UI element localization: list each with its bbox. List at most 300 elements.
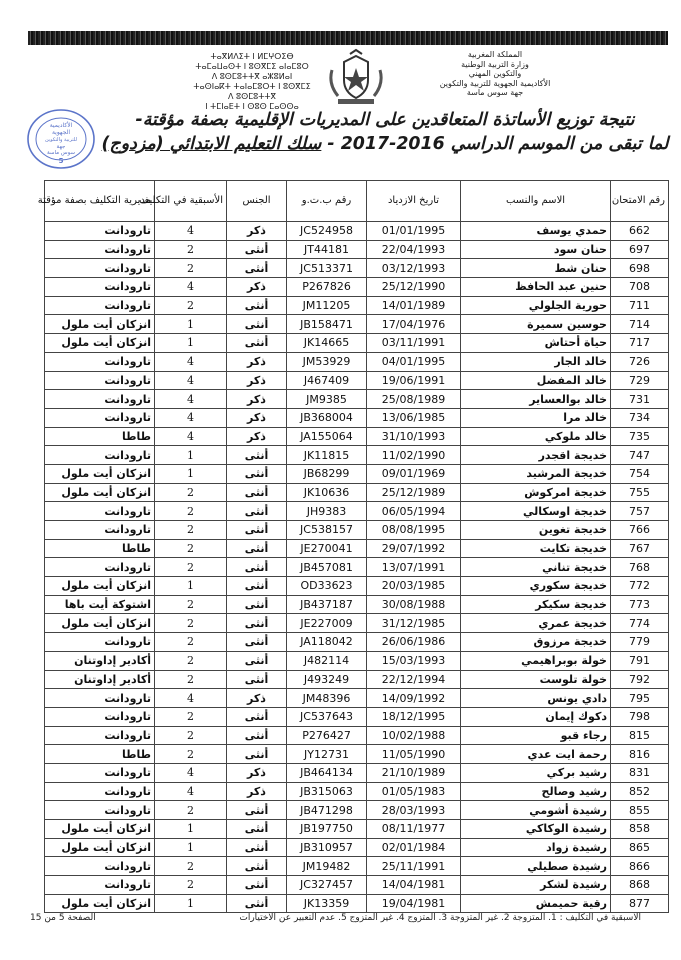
cell-cin: JC327457	[287, 876, 367, 895]
cell-birth-date: 01/05/1983	[367, 782, 461, 801]
cell-priority: 4	[155, 352, 227, 371]
table-row	[45, 876, 669, 895]
cell-name: خديجة عمري	[461, 614, 611, 633]
cell-sex: أنثى	[227, 334, 287, 353]
cell-exam-number: 855	[611, 801, 669, 820]
cell-exam-number: 755	[611, 483, 669, 502]
cell-sex: أنثى	[227, 315, 287, 334]
cell-directorate: انزكان أيت ملول	[45, 334, 155, 353]
cell-sex: أنثى	[227, 558, 287, 577]
cell-directorate: تارودانت	[45, 502, 155, 521]
cell-directorate: تارودانت	[45, 633, 155, 652]
cell-sex: أنثى	[227, 726, 287, 745]
col-header-priority: الأسبقية في التكليف	[155, 181, 227, 222]
cell-priority: 2	[155, 801, 227, 820]
cell-sex: أنثى	[227, 801, 287, 820]
cell-directorate: انزكان أيت ملول	[45, 614, 155, 633]
cell-birth-date: 21/10/1989	[367, 763, 461, 782]
cell-directorate: انزكان أيت ملول	[45, 315, 155, 334]
cell-name: دكوك إيمان	[461, 707, 611, 726]
table-row	[45, 259, 669, 278]
table-row	[45, 464, 669, 483]
cell-directorate: تارودانت	[45, 801, 155, 820]
cell-priority: 2	[155, 876, 227, 895]
table-row	[45, 614, 669, 633]
cell-cin: J482114	[287, 651, 367, 670]
header-right-line: والتكوين المهني	[468, 69, 522, 78]
cell-name: خالد المفضل	[461, 371, 611, 390]
cell-name: حوسين سميرة	[461, 315, 611, 334]
cell-name: دادي يونس	[461, 689, 611, 708]
cell-birth-date: 17/04/1976	[367, 315, 461, 334]
cell-priority: 4	[155, 371, 227, 390]
cell-cin: JB471298	[287, 801, 367, 820]
col-header-cin: رقم ب.ت.و	[287, 181, 367, 222]
cell-priority: 1	[155, 464, 227, 483]
cell-birth-date: 29/07/1992	[367, 539, 461, 558]
cell-exam-number: 731	[611, 390, 669, 409]
cell-priority: 2	[155, 857, 227, 876]
cell-cin: JB437187	[287, 595, 367, 614]
table-row	[45, 240, 669, 259]
cell-sex: أنثى	[227, 577, 287, 596]
cell-birth-date: 14/04/1981	[367, 876, 461, 895]
cell-cin: JM11205	[287, 296, 367, 315]
cell-priority: 1	[155, 446, 227, 465]
stamp-line: الجهوية	[51, 129, 71, 136]
cell-birth-date: 30/08/1988	[367, 595, 461, 614]
cell-directorate: اشتوكة أيت باها	[45, 595, 155, 614]
table-row	[45, 315, 669, 334]
cell-cin: JK14665	[287, 334, 367, 353]
cell-name: حياة أحتاش	[461, 334, 611, 353]
cell-name: خديجة سكوري	[461, 577, 611, 596]
table-row	[45, 352, 669, 371]
cell-sex: ذكر	[227, 763, 287, 782]
cell-directorate: انزكان أيت ملول	[45, 464, 155, 483]
cell-exam-number: 865	[611, 838, 669, 857]
cell-cin: JM9385	[287, 390, 367, 409]
cell-priority: 2	[155, 670, 227, 689]
header-right-line: جهة سوس ماسة	[466, 88, 524, 97]
document-title	[90, 108, 680, 156]
cell-priority: 2	[155, 595, 227, 614]
cell-birth-date: 25/08/1989	[367, 390, 461, 409]
cell-exam-number: 717	[611, 334, 669, 353]
cell-priority: 2	[155, 539, 227, 558]
col-header-birth-date: تاريخ الازدياد	[367, 181, 461, 222]
cell-priority: 4	[155, 222, 227, 241]
cell-birth-date: 26/06/1986	[367, 633, 461, 652]
cell-name: رشيد بركي	[461, 763, 611, 782]
cell-exam-number: 768	[611, 558, 669, 577]
cell-priority: 2	[155, 483, 227, 502]
cell-birth-date: 01/01/1995	[367, 222, 461, 241]
cell-exam-number: 757	[611, 502, 669, 521]
title-line-2-cycle: سلك التعليم الابتدائي (مزدوج)	[101, 134, 322, 154]
cell-directorate: انزكان أيت ملول	[45, 820, 155, 839]
table-row	[45, 838, 669, 857]
stamp-line: الأكاديمية	[49, 122, 73, 129]
table-row	[45, 726, 669, 745]
cell-sex: أنثى	[227, 521, 287, 540]
cell-exam-number: 767	[611, 539, 669, 558]
cell-exam-number: 791	[611, 651, 669, 670]
cell-birth-date: 13/06/1985	[367, 408, 461, 427]
stamp-number: 5	[58, 157, 64, 165]
cell-directorate: تارودانت	[45, 446, 155, 465]
cell-directorate: انزكان أيت ملول	[45, 483, 155, 502]
cell-exam-number: 714	[611, 315, 669, 334]
cell-birth-date: 04/01/1995	[367, 352, 461, 371]
cell-cin: J467409	[287, 371, 367, 390]
cell-exam-number: 772	[611, 577, 669, 596]
table-row	[45, 820, 669, 839]
cell-priority: 1	[155, 315, 227, 334]
table-row	[45, 483, 669, 502]
cell-priority: 2	[155, 259, 227, 278]
cell-exam-number: 798	[611, 707, 669, 726]
cell-birth-date: 25/11/1991	[367, 857, 461, 876]
cell-exam-number: 662	[611, 222, 669, 241]
cell-exam-number: 815	[611, 726, 669, 745]
table-row	[45, 707, 669, 726]
cell-name: خولة تلوست	[461, 670, 611, 689]
cell-directorate: تارودانت	[45, 707, 155, 726]
cell-sex: ذكر	[227, 390, 287, 409]
cell-directorate: تارودانت	[45, 408, 155, 427]
cell-birth-date: 08/08/1995	[367, 521, 461, 540]
cell-sex: ذكر	[227, 371, 287, 390]
title-line-2	[90, 132, 680, 156]
cell-birth-date: 14/01/1989	[367, 296, 461, 315]
cell-cin: OD33623	[287, 577, 367, 596]
cell-exam-number: 729	[611, 371, 669, 390]
cell-name: رشيدة الوكاكي	[461, 820, 611, 839]
cell-directorate: انزكان أيت ملول	[45, 577, 155, 596]
cell-directorate: انزكان أيت ملول	[45, 894, 155, 913]
page-number: الصفحة 5 من 15	[30, 913, 96, 923]
cell-exam-number: 735	[611, 427, 669, 446]
cell-birth-date: 11/02/1990	[367, 446, 461, 465]
cell-exam-number: 766	[611, 521, 669, 540]
cell-sex: أنثى	[227, 670, 287, 689]
table-row	[45, 502, 669, 521]
cell-priority: 2	[155, 558, 227, 577]
cell-priority: 4	[155, 427, 227, 446]
cell-directorate: تارودانت	[45, 521, 155, 540]
cell-directorate: أكادير إداوتنان	[45, 651, 155, 670]
cell-exam-number: 754	[611, 464, 669, 483]
cell-exam-number: 698	[611, 259, 669, 278]
cell-cin: JM48396	[287, 689, 367, 708]
cell-priority: 2	[155, 502, 227, 521]
cell-cin: JB158471	[287, 315, 367, 334]
table-row	[45, 296, 669, 315]
cell-priority: 2	[155, 726, 227, 745]
cell-sex: أنثى	[227, 539, 287, 558]
cell-cin: JC513371	[287, 259, 367, 278]
cell-directorate: تارودانت	[45, 689, 155, 708]
cell-sex: أنثى	[227, 651, 287, 670]
cell-cin: JB197750	[287, 820, 367, 839]
cell-name: خالد بوالعساير	[461, 390, 611, 409]
cell-exam-number: 866	[611, 857, 669, 876]
cell-name: خالد مرا	[461, 408, 611, 427]
table-row	[45, 577, 669, 596]
cell-cin: JB464134	[287, 763, 367, 782]
cell-sex: أنثى	[227, 464, 287, 483]
cell-exam-number: 711	[611, 296, 669, 315]
cell-name: خديجة تكايت	[461, 539, 611, 558]
cell-directorate: تارودانت	[45, 390, 155, 409]
cell-priority: 2	[155, 745, 227, 764]
cell-name: رشيدة زواد	[461, 838, 611, 857]
cell-sex: أنثى	[227, 446, 287, 465]
table-row	[45, 670, 669, 689]
cell-birth-date: 10/02/1988	[367, 726, 461, 745]
cell-cin: JB310957	[287, 838, 367, 857]
header-left-line: ⵜⴰⴳⵍⴷⵉⵜ ⵏ ⵍⵎⵖⵔⵉⴱ	[210, 52, 294, 61]
cell-birth-date: 06/05/1994	[367, 502, 461, 521]
cell-cin: JT44181	[287, 240, 367, 259]
cell-sex: أنثى	[227, 483, 287, 502]
cell-exam-number: 708	[611, 278, 669, 297]
header-tifinagh-block	[182, 52, 322, 112]
cell-priority: 2	[155, 521, 227, 540]
header-right-line: الأكاديمية الجهوية للتربية والتكوين	[439, 78, 551, 88]
cell-name: حنين عبد الحافظ	[461, 278, 611, 297]
table-row	[45, 633, 669, 652]
cell-directorate: تارودانت	[45, 726, 155, 745]
table-row	[45, 651, 669, 670]
header-left-line: ⵏ ⵜⵎⵏⴰⴹⵜ ⵏ ⵙⵓⵙ ⵎⴰⵙⵙⴰ	[205, 102, 299, 111]
table-row	[45, 539, 669, 558]
cell-cin: JM53929	[287, 352, 367, 371]
cell-directorate: تارودانت	[45, 240, 155, 259]
cell-exam-number: 795	[611, 689, 669, 708]
header-left-line: ⴷ ⵓⵙⵎⵓⵜⵜⴳ	[228, 92, 276, 101]
table-row	[45, 278, 669, 297]
table-row	[45, 427, 669, 446]
cell-exam-number: 868	[611, 876, 669, 895]
table-body	[45, 222, 669, 913]
cell-cin: JA155064	[287, 427, 367, 446]
cell-directorate: تارودانت	[45, 876, 155, 895]
cell-cin: JA118042	[287, 633, 367, 652]
cell-directorate: طاطا	[45, 427, 155, 446]
cell-priority: 4	[155, 408, 227, 427]
header-arabic-block	[420, 50, 570, 98]
coat-of-arms-emblem	[324, 50, 388, 106]
cell-cin: JC524958	[287, 222, 367, 241]
cell-sex: ذكر	[227, 427, 287, 446]
cell-priority: 2	[155, 633, 227, 652]
cell-name: حنان سود	[461, 240, 611, 259]
cell-birth-date: 18/12/1995	[367, 707, 461, 726]
cell-name: رجاء قبو	[461, 726, 611, 745]
cell-sex: ذكر	[227, 408, 287, 427]
cell-exam-number: 726	[611, 352, 669, 371]
cell-name: خديجة تناني	[461, 558, 611, 577]
cell-birth-date: 15/03/1993	[367, 651, 461, 670]
table-row	[45, 801, 669, 820]
cell-sex: ذكر	[227, 278, 287, 297]
cell-cin: JE270041	[287, 539, 367, 558]
cell-sex: أنثى	[227, 876, 287, 895]
cell-name: خديجة المرشيد	[461, 464, 611, 483]
header-right-line: المملكة المغربية	[467, 50, 523, 59]
table-row	[45, 521, 669, 540]
title-line-2-year: لما تبقى من الموسم الدراسي 2016-2017 -	[321, 134, 669, 154]
col-header-exam-number: رقم الامتحان	[611, 181, 669, 222]
cell-birth-date: 03/12/1993	[367, 259, 461, 278]
header-left-line: ⴷ ⵓⵙⵎⵓⵜⵜⴳ ⴰⵣⵓⵍⴰⵏ	[211, 72, 293, 81]
table-header-row	[45, 181, 669, 222]
cell-directorate: تارودانت	[45, 371, 155, 390]
assignment-table	[37, 180, 669, 913]
cell-priority: 2	[155, 651, 227, 670]
cell-birth-date: 08/11/1977	[367, 820, 461, 839]
cell-sex: أنثى	[227, 707, 287, 726]
cell-priority: 2	[155, 614, 227, 633]
scan-header-stripe	[28, 31, 668, 45]
table-row	[45, 371, 669, 390]
cell-priority: 4	[155, 390, 227, 409]
cell-cin: JB315063	[287, 782, 367, 801]
cell-name: حنان شط	[461, 259, 611, 278]
cell-birth-date: 09/01/1969	[367, 464, 461, 483]
cell-cin: P276427	[287, 726, 367, 745]
cell-birth-date: 31/12/1985	[367, 614, 461, 633]
cell-birth-date: 14/09/1992	[367, 689, 461, 708]
cell-name: رشيدة لشكر	[461, 876, 611, 895]
cell-sex: أنثى	[227, 240, 287, 259]
cell-directorate: تارودانت	[45, 857, 155, 876]
cell-name: رشيدة صطيلي	[461, 857, 611, 876]
cell-sex: أنثى	[227, 820, 287, 839]
cell-birth-date: 28/03/1993	[367, 801, 461, 820]
cell-birth-date: 25/12/1990	[367, 278, 461, 297]
cell-cin: JY12731	[287, 745, 367, 764]
cell-cin: P267826	[287, 278, 367, 297]
cell-directorate: أكادير إداوتنان	[45, 670, 155, 689]
priority-legend: الاسبقية في التكليف : 1. المتزوجة 2. غير المتزوجة 3. المتزوج 4. غير المتزوج 5. عدم التعبير عن الاختيارات	[239, 913, 641, 923]
cell-directorate: طاطا	[45, 539, 155, 558]
title-line-1: نتيجة توزيع الأساتذة المتعاقدين على المديريات الإقليمية بصفة مؤقتة-	[135, 110, 635, 130]
cell-name: خالد ملوكي	[461, 427, 611, 446]
cell-name: رشيد وصالح	[461, 782, 611, 801]
cell-sex: أنثى	[227, 745, 287, 764]
table-row	[45, 595, 669, 614]
table-row	[45, 763, 669, 782]
cell-directorate: تارودانت	[45, 763, 155, 782]
cell-cin: JC538157	[287, 521, 367, 540]
table-row	[45, 745, 669, 764]
cell-name: خديجة تغوين	[461, 521, 611, 540]
cell-priority: 4	[155, 782, 227, 801]
cell-birth-date: 20/03/1985	[367, 577, 461, 596]
stamp-line: جهة	[56, 144, 66, 150]
cell-exam-number: 734	[611, 408, 669, 427]
cell-exam-number: 831	[611, 763, 669, 782]
cell-sex: أنثى	[227, 894, 287, 913]
cell-birth-date: 25/12/1989	[367, 483, 461, 502]
table-row	[45, 857, 669, 876]
cell-exam-number: 792	[611, 670, 669, 689]
cell-sex: أنثى	[227, 633, 287, 652]
cell-cin: JC537643	[287, 707, 367, 726]
cell-cin: JB68299	[287, 464, 367, 483]
col-header-directorate: مديرية التكليف بصفة مؤقتة	[45, 181, 155, 222]
cell-directorate: تارودانت	[45, 259, 155, 278]
cell-name: خديجة امركوش	[461, 483, 611, 502]
table-row	[45, 782, 669, 801]
cell-name: خولة بوبراهيمي	[461, 651, 611, 670]
cell-birth-date: 31/10/1993	[367, 427, 461, 446]
cell-cin: JB457081	[287, 558, 367, 577]
cell-sex: أنثى	[227, 857, 287, 876]
cell-exam-number: 877	[611, 894, 669, 913]
cell-name: رقية حميمش	[461, 894, 611, 913]
cell-name: خديجة اقجدر	[461, 446, 611, 465]
cell-name: حمدي يوسف	[461, 222, 611, 241]
col-header-sex: الجنس	[227, 181, 287, 222]
cell-birth-date: 03/11/1991	[367, 334, 461, 353]
cell-cin: JK11815	[287, 446, 367, 465]
cell-sex: أنثى	[227, 296, 287, 315]
cell-exam-number: 858	[611, 820, 669, 839]
cell-priority: 2	[155, 707, 227, 726]
cell-name: خديجة سكيكر	[461, 595, 611, 614]
cell-priority: 4	[155, 689, 227, 708]
table-row	[45, 390, 669, 409]
cell-cin: JB368004	[287, 408, 367, 427]
table-row	[45, 446, 669, 465]
cell-exam-number: 747	[611, 446, 669, 465]
cell-priority: 1	[155, 577, 227, 596]
cell-name: رحمة ايت عدي	[461, 745, 611, 764]
cell-birth-date: 11/05/1990	[367, 745, 461, 764]
cell-cin: JH9383	[287, 502, 367, 521]
cell-directorate: تارودانت	[45, 296, 155, 315]
cell-directorate: انزكان أيت ملول	[45, 838, 155, 857]
cell-priority: 1	[155, 334, 227, 353]
cell-cin: JK13359	[287, 894, 367, 913]
cell-priority: 4	[155, 278, 227, 297]
cell-name: خديجة مرزوق	[461, 633, 611, 652]
cell-exam-number: 816	[611, 745, 669, 764]
cell-birth-date: 22/04/1993	[367, 240, 461, 259]
cell-priority: 2	[155, 296, 227, 315]
cell-exam-number: 773	[611, 595, 669, 614]
cell-directorate: تارودانت	[45, 352, 155, 371]
cell-sex: أنثى	[227, 595, 287, 614]
cell-exam-number: 697	[611, 240, 669, 259]
cell-exam-number: 779	[611, 633, 669, 652]
table-row	[45, 894, 669, 913]
cell-cin: J493249	[287, 670, 367, 689]
cell-sex: أنثى	[227, 259, 287, 278]
cell-exam-number: 852	[611, 782, 669, 801]
col-header-name: الاسم والنسب	[461, 181, 611, 222]
cell-priority: 1	[155, 838, 227, 857]
table-row	[45, 334, 669, 353]
cell-cin: JK10636	[287, 483, 367, 502]
cell-directorate: تارودانت	[45, 558, 155, 577]
cell-priority: 4	[155, 763, 227, 782]
cell-cin: JM19482	[287, 857, 367, 876]
